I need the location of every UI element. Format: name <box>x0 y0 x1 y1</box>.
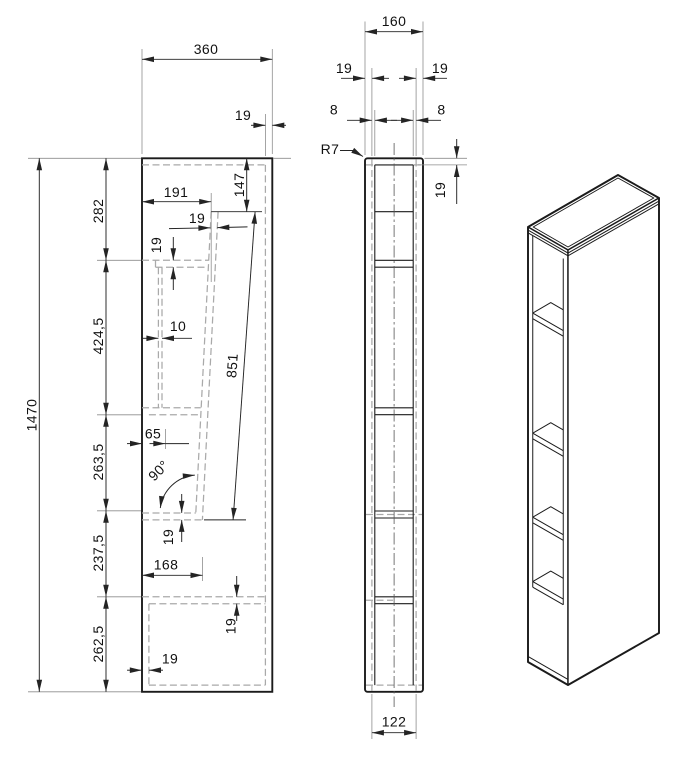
dim-front-seg-2: 424,5 <box>90 317 106 355</box>
dim-front-left-wall: 19 <box>161 650 179 667</box>
dim-front-top-depth: 147 <box>231 172 247 198</box>
front-view <box>24 41 292 692</box>
dim-side-overall-width: 160 <box>381 13 407 29</box>
dim-front-right-wall: 19 <box>234 107 252 123</box>
isometric-view <box>528 175 659 685</box>
iso-side-face <box>568 198 659 685</box>
dim-side-left-wall: 19 <box>335 60 353 76</box>
dim-front-shelf-offset: 65 <box>144 425 162 442</box>
dim-front-shelf1-thickness: 19 <box>148 236 164 254</box>
dim-side-corner-radius: R7 <box>320 141 340 157</box>
dim-side-right-wall: 19 <box>431 60 449 76</box>
dim-side-left-inset: 8 <box>329 101 339 118</box>
dim-front-bottom-shelf-thickness: 19 <box>222 617 239 635</box>
side-view <box>321 13 467 739</box>
dim-front-channel-length: 851 <box>223 352 241 379</box>
dim-front-bottom-width: 168 <box>153 556 179 573</box>
dim-side-top-thickness: 19 <box>432 181 448 199</box>
dim-front-seg-4: 237,5 <box>90 534 106 572</box>
dim-front-seg-1: 282 <box>90 198 106 224</box>
dim-front-notch: 10 <box>169 318 187 334</box>
dim-side-inner-width: 122 <box>381 713 407 730</box>
dim-front-angle: 90° <box>144 456 173 485</box>
dim-front-overall-width: 360 <box>193 41 219 57</box>
dim-front-overall-height: 1470 <box>23 398 40 432</box>
dim-front-channel-width: 19 <box>188 210 206 226</box>
dim-front-floor-thickness: 19 <box>160 528 176 546</box>
dim-front-seg-5: 262,5 <box>90 625 106 663</box>
radius-leader <box>340 151 363 157</box>
dim-side-right-inset: 8 <box>437 101 446 118</box>
dim-front-seg-3: 263,5 <box>90 443 106 481</box>
dim-front-top-width: 191 <box>163 184 189 200</box>
